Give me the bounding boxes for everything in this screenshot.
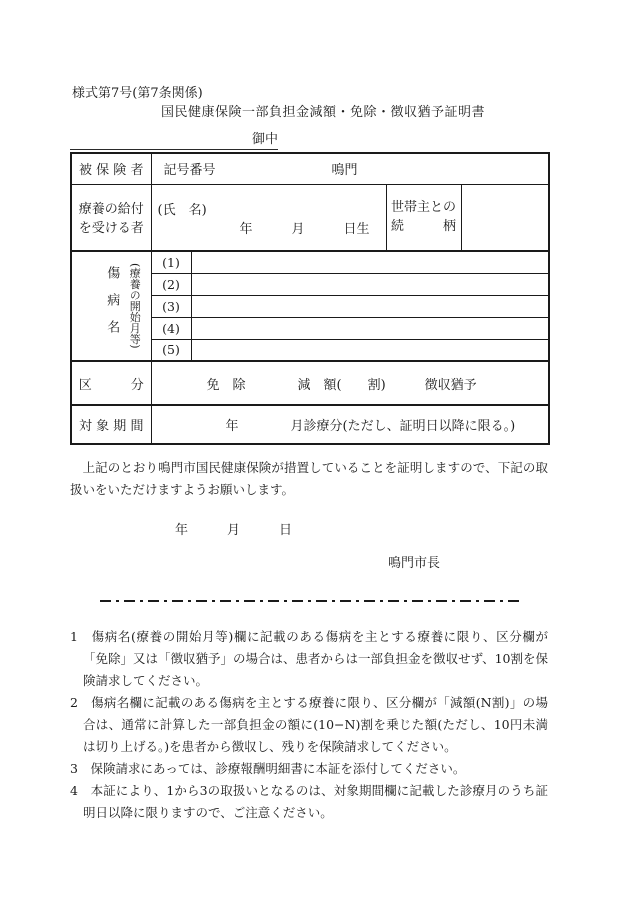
period-value-cell bbox=[151, 405, 549, 444]
category-row bbox=[71, 361, 549, 405]
disease-entry-field bbox=[191, 339, 549, 361]
disease-entry-field bbox=[191, 251, 549, 273]
period-label: 対 象 期 間 bbox=[71, 405, 151, 444]
addressee-suffix: 御中 bbox=[251, 132, 278, 147]
note-item-2: 2 傷病名欄に記載のある傷病を主とする療養に限り、区分欄が「減額(N割)」の場合は、通常に計算した一部負担金の額に(10−N)割を乗じた額(ただし、10円未満は切り上げる。)を患者から徴収し、残りを保険請求してください。 bbox=[70, 695, 548, 754]
category-options: 免 除 減 額( 割) 徴収猶予 bbox=[206, 377, 477, 393]
relation-value-cell bbox=[461, 184, 549, 251]
note-item-3: 3 保険請求にあっては、診療報酬明細書に本証を添付してください。 bbox=[70, 761, 466, 776]
disease-entry-field bbox=[191, 273, 549, 295]
name-label: (氏 名) bbox=[157, 202, 207, 218]
insured-row bbox=[71, 153, 549, 184]
certificate-table bbox=[70, 152, 550, 445]
disease-number: (3) bbox=[151, 295, 191, 317]
disease-sub-label: (療養の開始月等) bbox=[128, 263, 142, 349]
insured-label: 被 保 険 者 bbox=[71, 153, 151, 184]
disease-number: (2) bbox=[151, 273, 191, 295]
addressee-blank-line bbox=[70, 128, 278, 150]
document-title: 国民健康保険一部負担金減額・免除・徴収猶予証明書 bbox=[160, 105, 485, 120]
date-blank-line: 年 月 日 bbox=[175, 523, 293, 538]
symbol-number-label: 記号番号 bbox=[163, 163, 216, 179]
disease-label: 傷病名 bbox=[104, 265, 120, 347]
period-value: 年 月診療分(ただし、証明日以降に限る。) bbox=[225, 419, 516, 434]
recipient-row bbox=[71, 184, 549, 251]
relation-label-cell: 世帯主との 続 柄 bbox=[386, 184, 461, 251]
category-label: 区 分 bbox=[71, 361, 151, 405]
issuer-mayor: 鳴門市長 bbox=[388, 556, 441, 571]
note-item-1: 1 傷病名(療養の開始月等)欄に記載のある傷病を主とする療養に限り、区分欄が「免除」又は「徴収猶予」の場合は、患者からは一部負担金を徴収せず、10割を保険請求してください。 bbox=[70, 629, 548, 688]
disease-number: (4) bbox=[151, 317, 191, 339]
disease-number: (5) bbox=[151, 339, 191, 361]
disease-entry-field bbox=[191, 295, 549, 317]
note-item-4: 4 本証により、1から3の取扱いとなるのは、対象期間欄に記載した診療月のうち証明日以降に限りますので、ご注意ください。 bbox=[70, 783, 548, 820]
dash-dot-divider bbox=[100, 600, 520, 602]
disease-row-1 bbox=[71, 251, 549, 273]
symbol-number-cell bbox=[151, 153, 549, 184]
notes-section bbox=[70, 626, 548, 824]
form-number: 様式第7号(第7条関係) bbox=[72, 86, 203, 101]
period-row bbox=[71, 405, 549, 444]
birth-date-label: 年 月 日生 bbox=[239, 221, 370, 237]
disease-header bbox=[71, 251, 151, 361]
disease-number: (1) bbox=[151, 251, 191, 273]
recipient-name-cell bbox=[151, 184, 386, 251]
certification-statement: 上記のとおり鳴門市国民健康保険が措置していることを証明しますので、下記の取扱いをいただけますようお願いします。 bbox=[70, 460, 548, 497]
symbol-number-value: 鳴門 bbox=[331, 163, 358, 179]
recipient-label: 療養の給付 を受ける者 bbox=[71, 184, 151, 251]
disease-entry-field bbox=[191, 317, 549, 339]
category-options-cell bbox=[151, 361, 549, 405]
